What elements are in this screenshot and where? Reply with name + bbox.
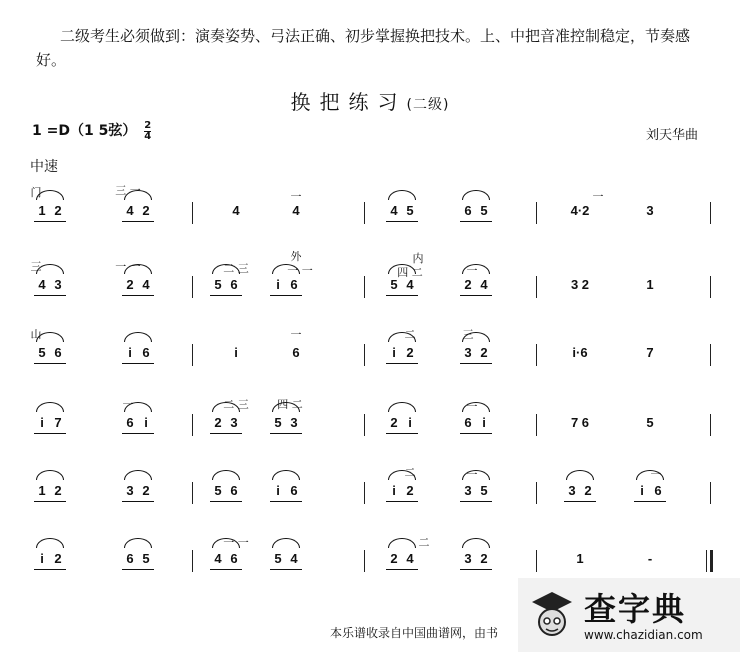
note-digit: 6	[464, 415, 472, 430]
note-digit: 5	[38, 345, 46, 360]
note-digit: 5	[480, 483, 488, 498]
note-digit: -	[647, 551, 653, 566]
note-digit: 4	[290, 551, 298, 566]
beam-line	[386, 363, 418, 364]
note-digit: 7 6	[570, 415, 590, 430]
note-digit: 6	[126, 551, 134, 566]
slur-mark	[124, 470, 152, 480]
fingering-mark: 二 三	[223, 262, 249, 275]
note-digit: 5	[480, 203, 488, 218]
note-digit: i	[408, 415, 412, 430]
slur-mark	[272, 470, 300, 480]
barline	[536, 202, 537, 224]
note-digit: 4	[142, 277, 150, 292]
note-digit: i	[276, 483, 280, 498]
intro-paragraph: 二级考生必须做到：演奏姿势、弓法正确、初步掌握换把技术。上、中把音准控制稳定，节奏感好。	[36, 27, 691, 69]
beam-line	[460, 221, 492, 222]
note-digit: 5	[274, 415, 282, 430]
beam-line	[386, 295, 418, 296]
note-digit: 3	[464, 551, 472, 566]
barline	[710, 276, 711, 298]
source-watermark: 本乐谱收录自中国曲谱网，由书	[330, 626, 499, 640]
fingering-mark: 一	[466, 264, 478, 277]
note-digit: i	[40, 551, 44, 566]
piece-title	[0, 86, 740, 115]
key-text: 1 =D（1 5弦）	[32, 123, 137, 139]
slur-mark	[36, 470, 64, 480]
fingering-mark: 二	[404, 328, 416, 341]
barline	[364, 202, 365, 224]
note-digit: 2	[584, 483, 592, 498]
time-sig-numerator: 2	[144, 119, 152, 131]
note-digit: 4	[390, 203, 398, 218]
note-digit: 5	[142, 551, 150, 566]
note-digit: 6	[654, 483, 662, 498]
fingering-mark: 一	[466, 468, 478, 481]
slur-mark	[36, 538, 64, 548]
note-digit: 4	[232, 203, 240, 218]
barline	[192, 344, 193, 366]
beam-line	[34, 501, 66, 502]
note-digit: i	[392, 483, 396, 498]
beam-line	[34, 569, 66, 570]
note-digit: 4·2	[570, 203, 590, 218]
note-digit: 3 2	[570, 277, 590, 292]
fingering-mark: 四 二	[397, 266, 423, 279]
note-digit: 6	[292, 345, 300, 360]
note-digit: i	[128, 345, 132, 360]
score-row	[0, 240, 740, 300]
note-digit: 4	[214, 551, 222, 566]
barline	[364, 482, 365, 504]
beam-line	[270, 295, 302, 296]
slur-mark	[212, 470, 240, 480]
note-digit: 3	[646, 203, 654, 218]
site-logo[interactable]	[518, 578, 740, 652]
slur-mark	[462, 538, 490, 548]
fingering-mark: 三 一	[115, 184, 141, 197]
barline	[192, 482, 193, 504]
beam-line	[122, 433, 154, 434]
slur-mark	[462, 190, 490, 200]
fingering-mark: 二	[418, 536, 430, 549]
score-row	[0, 308, 740, 368]
fingering-mark: 三	[462, 328, 474, 341]
fingering-mark: 二 三	[223, 398, 249, 411]
final-barline	[706, 550, 713, 572]
note-digit: 6	[230, 551, 238, 566]
beam-line	[210, 433, 242, 434]
beam-line	[270, 433, 302, 434]
fingering-mark: 一 一	[287, 264, 313, 277]
note-digit: i	[482, 415, 486, 430]
note-digit: i	[40, 415, 44, 430]
beam-line	[564, 501, 596, 502]
note-digit: i	[276, 277, 280, 292]
barline	[536, 344, 537, 366]
note-digit: 4	[480, 277, 488, 292]
beam-line	[210, 295, 242, 296]
beam-line	[34, 295, 66, 296]
beam-line	[34, 433, 66, 434]
title-main: 换把练习	[290, 90, 407, 114]
note-digit: 3	[290, 415, 298, 430]
score-row	[0, 514, 740, 574]
fingering-mark: 四 二	[277, 398, 303, 411]
note-digit: i·6	[572, 345, 588, 360]
beam-line	[386, 501, 418, 502]
slur-mark	[124, 538, 152, 548]
note-digit: 3	[464, 345, 472, 360]
barline	[364, 550, 365, 572]
barline	[710, 482, 711, 504]
note-digit: 1	[646, 277, 654, 292]
barline	[710, 344, 711, 366]
note-digit: 2	[54, 483, 62, 498]
beam-line	[270, 569, 302, 570]
fingering-mark: 一	[290, 190, 302, 203]
barline	[536, 414, 537, 436]
beam-line	[122, 569, 154, 570]
note-digit: 4	[292, 203, 300, 218]
note-digit: i	[640, 483, 644, 498]
barline	[364, 414, 365, 436]
note-digit: 6	[290, 483, 298, 498]
beam-line	[386, 569, 418, 570]
note-digit: 2	[214, 415, 222, 430]
note-digit: 4	[126, 203, 134, 218]
note-digit: 3	[126, 483, 134, 498]
note-digit: 4	[38, 277, 46, 292]
slur-mark	[566, 470, 594, 480]
note-digit: 2	[480, 345, 488, 360]
key-signature	[32, 120, 151, 142]
beam-line	[460, 295, 492, 296]
beam-line	[210, 501, 242, 502]
note-digit: 2	[142, 203, 150, 218]
slur-mark	[124, 332, 152, 342]
note-digit: 6	[126, 415, 134, 430]
barline	[364, 276, 365, 298]
barline	[192, 414, 193, 436]
note-digit: 2	[54, 203, 62, 218]
note-digit: 3	[568, 483, 576, 498]
note-digit: 5	[406, 203, 414, 218]
time-signature	[144, 121, 151, 142]
fingering-mark: 三	[30, 260, 42, 273]
note-digit: 2	[126, 277, 134, 292]
fingering-mark: 一 一	[223, 536, 249, 549]
tempo-marking: 中速	[30, 159, 58, 175]
note-digit: 7	[646, 345, 654, 360]
barline	[536, 276, 537, 298]
barline	[192, 202, 193, 224]
fingering-mark: 外	[290, 250, 302, 263]
beam-line	[460, 433, 492, 434]
beam-line	[386, 433, 418, 434]
beam-line	[460, 363, 492, 364]
fingering-mark: 一	[592, 190, 604, 203]
beam-line	[34, 221, 66, 222]
fingering-mark: 一 一	[115, 260, 141, 273]
note-digit: 2	[390, 415, 398, 430]
note-digit: 2	[406, 345, 414, 360]
fingering-mark: 一	[650, 468, 662, 481]
note-digit: 6	[230, 483, 238, 498]
fingering-mark: 门	[30, 186, 42, 199]
fingering-mark: 一	[122, 398, 134, 411]
fingering-mark: 内	[412, 252, 424, 265]
beam-line	[634, 501, 666, 502]
slur-mark	[388, 538, 416, 548]
note-digit: 2	[54, 551, 62, 566]
score-row	[0, 166, 740, 226]
barline	[192, 550, 193, 572]
note-digit: 7	[54, 415, 62, 430]
note-digit: 2	[464, 277, 472, 292]
beam-line	[386, 221, 418, 222]
note-digit: 5	[214, 277, 222, 292]
scholar-cap-icon	[528, 584, 576, 644]
logo-url[interactable]: www.chazidian.com	[584, 628, 703, 642]
note-digit: 3	[464, 483, 472, 498]
beam-line	[460, 569, 492, 570]
slur-mark	[272, 538, 300, 548]
beam-line	[122, 295, 154, 296]
note-digit: 1	[576, 551, 584, 566]
beam-line	[122, 221, 154, 222]
note-digit: 3	[54, 277, 62, 292]
note-digit: 5	[646, 415, 654, 430]
note-digit: 2	[480, 551, 488, 566]
slur-mark	[36, 402, 64, 412]
note-digit: 4	[406, 277, 414, 292]
beam-line	[270, 501, 302, 502]
note-digit: 6	[230, 277, 238, 292]
note-digit: 2	[406, 483, 414, 498]
note-digit: 1	[38, 203, 46, 218]
fingering-mark: 一	[290, 328, 302, 341]
note-digit: 5	[390, 277, 398, 292]
slur-mark	[388, 402, 416, 412]
beam-line	[210, 569, 242, 570]
note-digit: 6	[54, 345, 62, 360]
time-sig-denominator: 4	[144, 130, 152, 142]
score-row	[0, 446, 740, 506]
beam-line	[122, 363, 154, 364]
note-digit: i	[144, 415, 148, 430]
note-digit: 6	[142, 345, 150, 360]
beam-line	[122, 501, 154, 502]
note-digit: 4	[406, 551, 414, 566]
fingering-mark: 二	[404, 466, 416, 479]
barline	[192, 276, 193, 298]
note-digit: i	[392, 345, 396, 360]
slur-mark	[388, 190, 416, 200]
score-row	[0, 378, 740, 438]
title-level: (二级)	[406, 97, 450, 113]
note-digit: 1	[38, 483, 46, 498]
note-digit: 6	[464, 203, 472, 218]
note-digit: 5	[274, 551, 282, 566]
composer: 刘天华曲	[646, 128, 699, 143]
note-digit: 3	[230, 415, 238, 430]
beam-line	[34, 363, 66, 364]
note-digit: 6	[290, 277, 298, 292]
note-digit: 2	[142, 483, 150, 498]
logo-brand: 查字典	[584, 590, 687, 628]
note-digit: 5	[214, 483, 222, 498]
barline	[536, 482, 537, 504]
barline	[710, 202, 711, 224]
note-digit: 2	[390, 551, 398, 566]
barline	[364, 344, 365, 366]
fingering-mark: 一	[466, 400, 478, 413]
note-digit: i	[234, 345, 238, 360]
barline	[536, 550, 537, 572]
beam-line	[460, 501, 492, 502]
barline	[710, 414, 711, 436]
fingering-mark: 山	[30, 328, 42, 341]
